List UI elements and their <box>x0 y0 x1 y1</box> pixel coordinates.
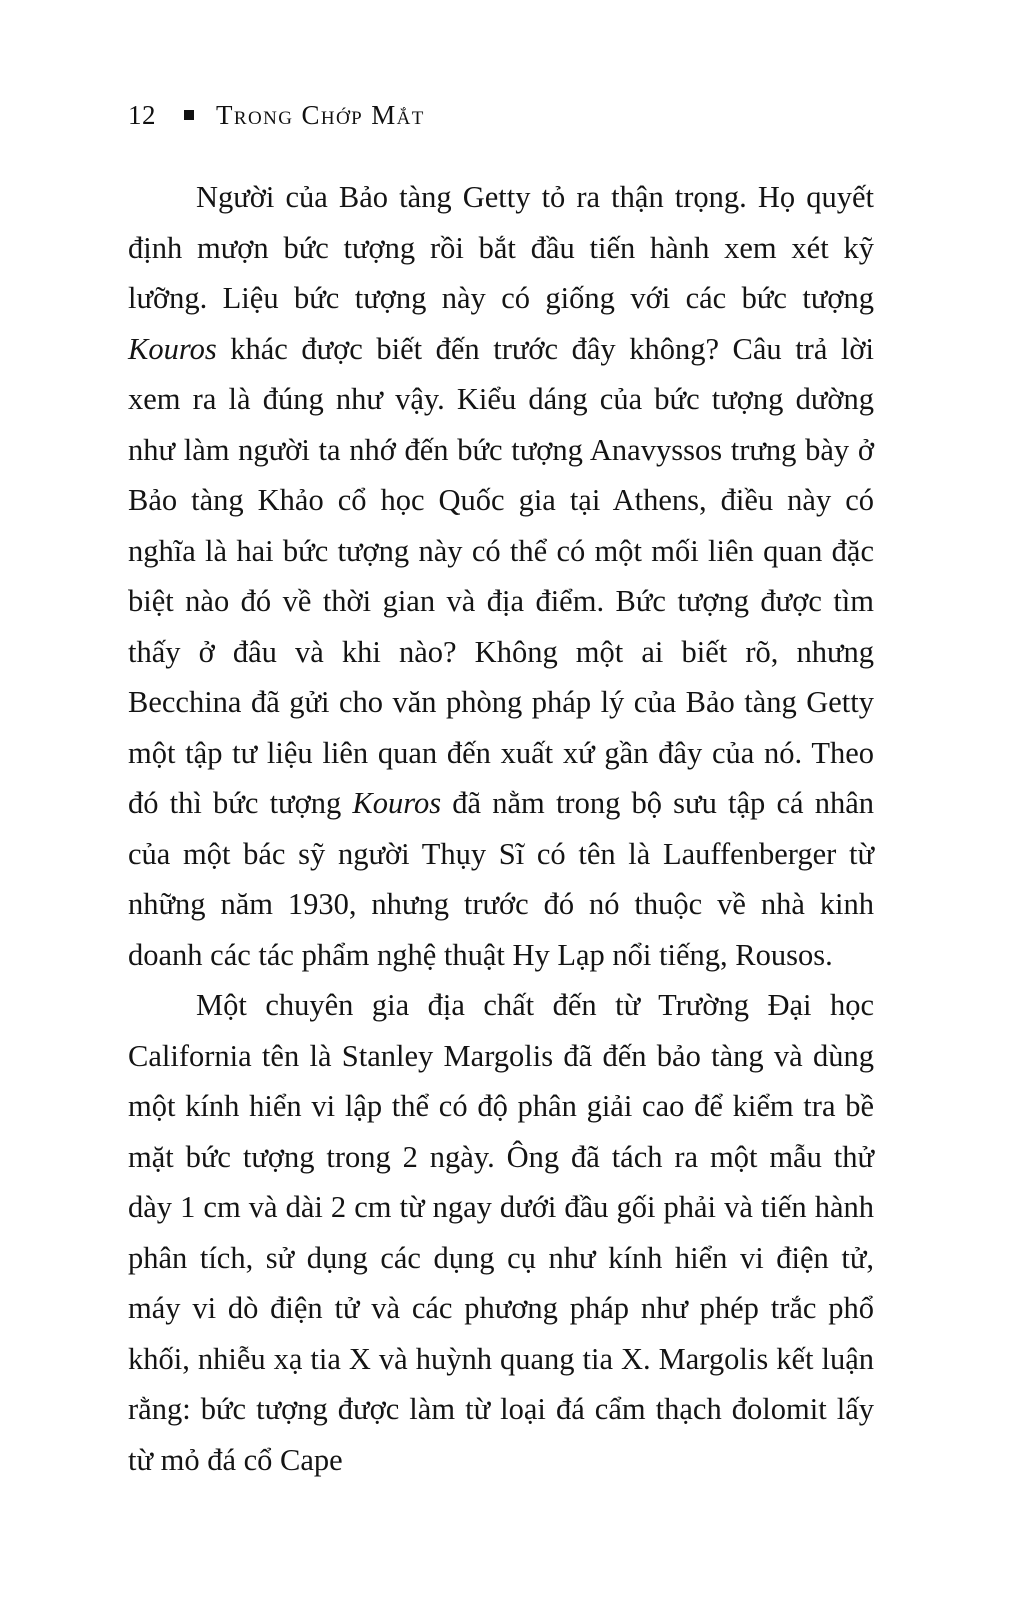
square-bullet-icon <box>184 110 194 120</box>
text-run: khác được biết đến trước đây không? Câu trả lời xem ra là đúng như vậy. Kiểu dáng của bức tượng dường như làm người ta nhớ đến bức tượng Anavyssos trưng bày ở Bảo tàng Khảo cổ học Quốc gia tại Athens, điều này có nghĩa là hai bức tượng này có thể có một mối liên quan đặc biệt nào đó về thời gian và địa điểm. Bức tượng được tìm thấy ở đâu và khi nào? Không một ai biết rõ, nhưng Becchina đã gửi cho văn phòng pháp lý của Bảo tàng Getty một tập tư liệu liên quan đến xuất xứ gần đây của nó. Theo đó thì bức tượng <box>128 331 874 820</box>
book-title: Trong Chớp Mắt <box>216 100 425 130</box>
page-number: 12 <box>128 100 156 130</box>
paragraph-1 <box>128 172 874 980</box>
text-run: Một chuyên gia địa chất đến từ Trường Đại học California tên là Stanley Margolis đã đến bảo tàng và dùng một kính hiển vi lập thể có độ phân giải cao để kiểm tra bề mặt bức tượng trong 2 ngày. Ông đã tách ra một mẫu thử dày 1 cm và dài 2 cm từ ngay dưới đầu gối phải và tiến hành phân tích, sử dụng các dụng cụ như kính hiển vi điện tử, máy vi dò điện tử và các phương pháp như phép trắc phổ khối, nhiễu xạ tia X và huỳnh quang tia X. Margolis kết luận rằng: bức tượng được làm từ loại đá cẩm thạch đolomit lấy từ mỏ đá cổ Cape <box>128 988 874 1477</box>
emphasized-term: Kouros <box>352 786 442 820</box>
emphasized-term: Kouros <box>128 331 217 366</box>
body-text <box>128 172 874 1485</box>
text-run: Người của Bảo tàng Getty tỏ ra thận trọng. Họ quyết định mượn bức tượng rồi bắt đầu tiến hành xem xét kỹ lưỡng. Liệu bức tượng này có giống với các bức tượng <box>128 180 874 315</box>
paragraph-2 <box>128 980 874 1485</box>
text-run: đã nằm trong bộ sưu tập cá nhân của một bác sỹ người Thụy Sĩ có tên là Lauffenberger từ những năm 1930, nhưng trước đó nó thuộc về nhà kinh doanh các tác phẩm nghệ thuật Hy Lạp nổi tiếng, Rousos. <box>128 786 875 972</box>
running-head <box>128 100 425 131</box>
